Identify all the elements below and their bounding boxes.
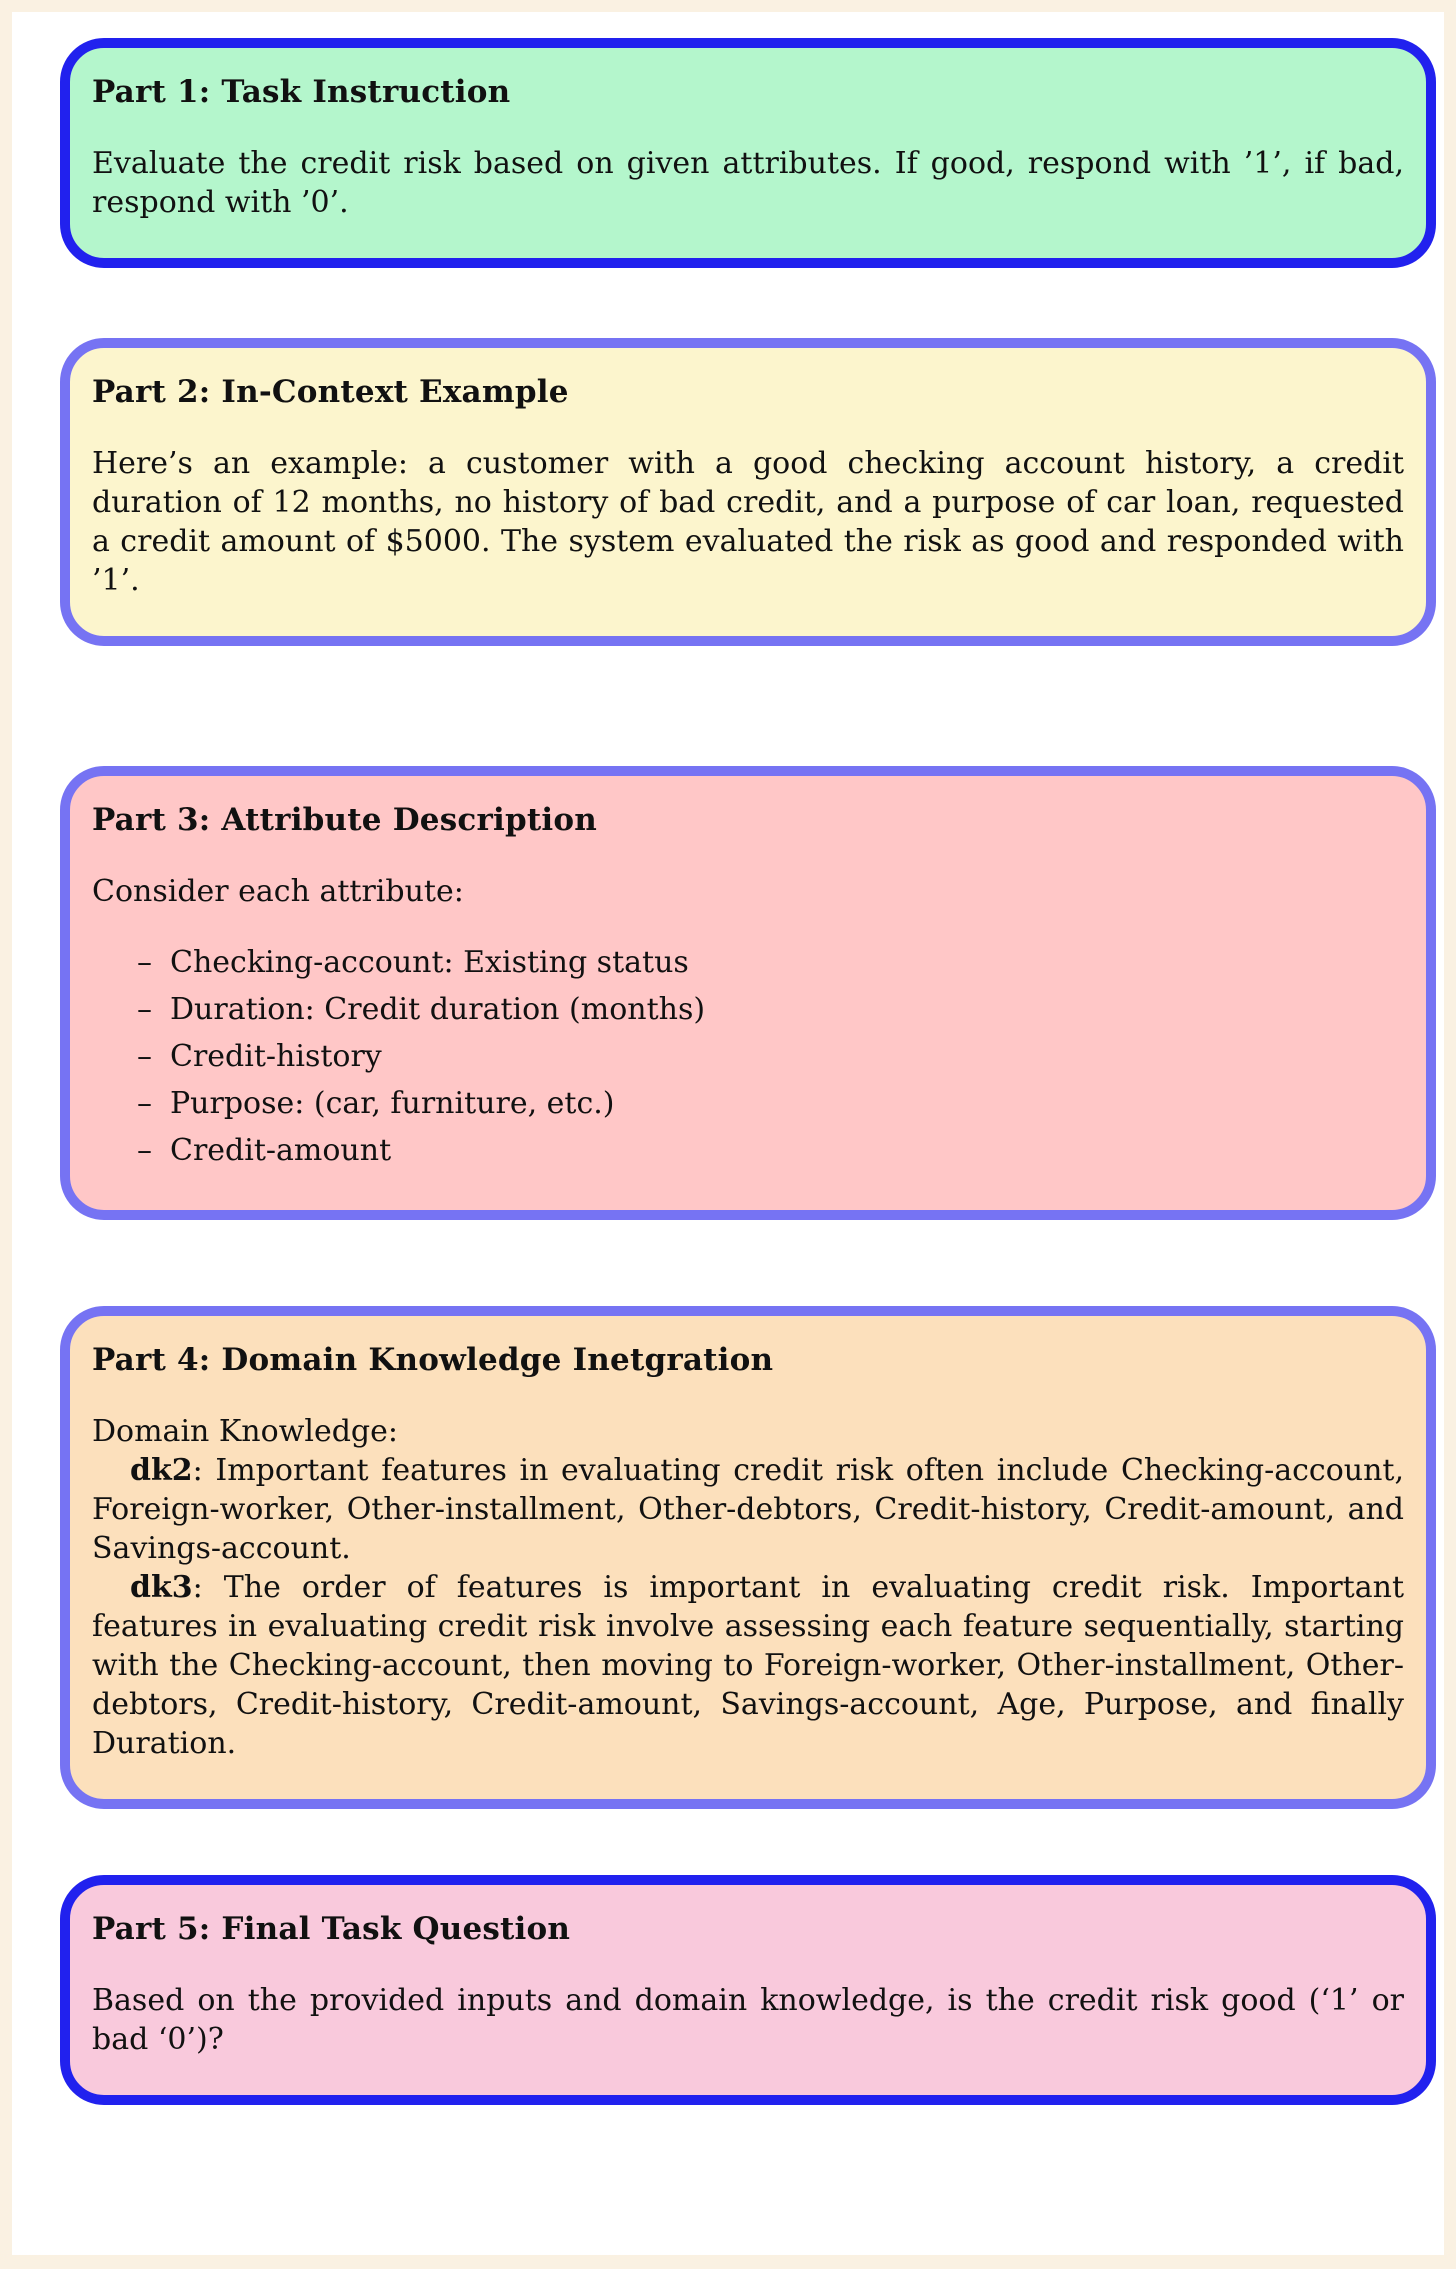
- part3-attribute-description-box: [60, 766, 1436, 1220]
- part2-body-text: Here’s an example: a customer with a good checking account history, a credit duration of 12 months, no history of bad credit, and a purpose of car loan, requested a credit amount of $5000. The system evaluated the risk as good and responded with ’1’.: [92, 446, 1404, 598]
- part1-body-text: Evaluate the credit risk based on given attributes. If good, respond with ’1’, if bad, respond with ’0’.: [92, 146, 1404, 220]
- attribute-list-item: [92, 939, 1404, 986]
- attribute-list-item: [92, 986, 1404, 1033]
- dk3-text: : The order of features is important in evaluating credit risk. Important features in evaluating credit risk involve assessing each feature sequentially, starting with the Checking-account, then moving to Foreign-worker, Other-installment, Other-debtors, Credit-history, Credit-amount, Savings-account, Age, Purpose, and finally Duration.: [92, 1570, 1404, 1761]
- dk3-label: dk3: [130, 1570, 193, 1605]
- attribute-list-item: [92, 1080, 1404, 1127]
- part5-final-task-question-box: [60, 1875, 1436, 2105]
- part2-title: Part 2: In-Context Example: [92, 374, 569, 410]
- spacer: [60, 268, 1424, 338]
- part5-body-text: Based on the provided inputs and domain knowledge, is the credit risk good (‘1’ or bad ‘0’)?: [92, 1983, 1404, 2057]
- attribute-item-text: Checking-account: Existing status: [170, 945, 689, 980]
- part3-intro-text: Consider each attribute:: [92, 874, 464, 909]
- attribute-list-item: [92, 1033, 1404, 1080]
- attribute-item-text: Credit-history: [170, 1039, 382, 1074]
- dk2-label: dk2: [130, 1453, 193, 1488]
- part3-title: Part 3: Attribute Description: [92, 802, 597, 838]
- part4-domain-knowledge-box: [60, 1306, 1436, 1809]
- part2-in-context-example-box: [60, 338, 1436, 646]
- spacer: [60, 646, 1424, 766]
- part1-task-instruction-box: [60, 38, 1436, 268]
- dash-bullet: –: [137, 1086, 152, 1121]
- content-area: [12, 12, 1444, 2255]
- part1-title: Part 1: Task Instruction: [92, 74, 511, 110]
- dash-bullet: –: [137, 945, 152, 980]
- part5-title: Part 5: Final Task Question: [92, 1911, 571, 1947]
- dk3-paragraph: [92, 1568, 1404, 1763]
- attribute-list: [92, 939, 1404, 1174]
- dk2-paragraph: [92, 1451, 1404, 1568]
- part4-intro-text: Domain Knowledge:: [92, 1414, 398, 1449]
- attribute-item-text: Credit-amount: [170, 1133, 392, 1168]
- dash-bullet: –: [137, 1039, 152, 1074]
- dk2-text: : Important features in evaluating credit risk often include Checking-account, Foreign-worker, Other-installment, Other-debtors, Credit-history, Credit-amount, and Savings-account.: [92, 1453, 1404, 1566]
- attribute-item-text: Purpose: (car, furniture, etc.): [170, 1086, 615, 1121]
- dash-bullet: –: [137, 1133, 152, 1168]
- attribute-item-text: Duration: Credit duration (months): [170, 992, 706, 1027]
- spacer: [60, 1220, 1424, 1306]
- attribute-list-item: [92, 1127, 1404, 1174]
- spacer: [60, 1809, 1424, 1875]
- part4-title: Part 4: Domain Knowledge Inetgration: [92, 1342, 774, 1378]
- dash-bullet: –: [137, 992, 152, 1027]
